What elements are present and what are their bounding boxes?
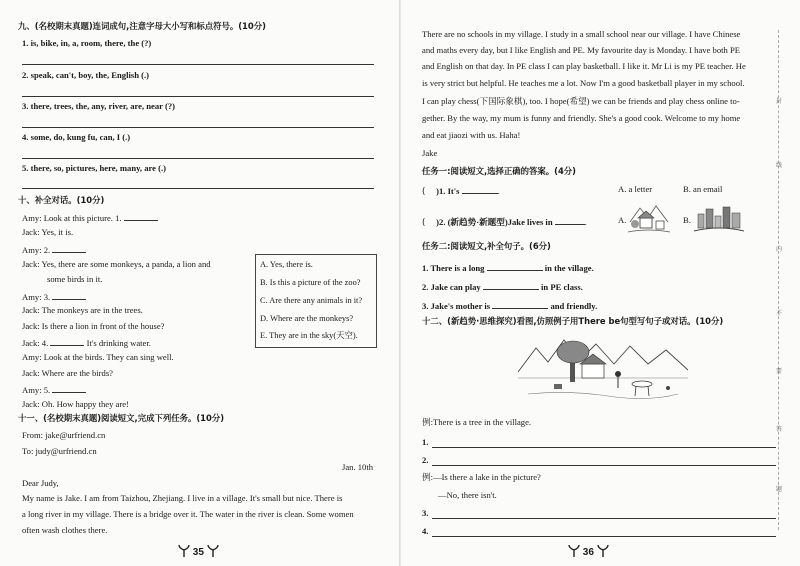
section-12-title: 十二、(新趋势·思维探究)看图,仿照例子用There be句型写句子或对话。(10分) bbox=[422, 316, 724, 326]
task1-q2-option-a: A. bbox=[618, 215, 627, 225]
s9-item-4: 4. some, do, kung fu, can, I (.) bbox=[22, 132, 131, 142]
letter-line: My name is Jake. I am from Taizhou, Zhejiang. I live in a village. It's small but nice. There is bbox=[22, 493, 343, 503]
dialog-line: Jack: Is there a lion in front of the house? bbox=[22, 321, 165, 331]
binding-margin-char: 封 bbox=[776, 98, 783, 105]
dialog-line: Amy: 3. bbox=[22, 291, 86, 303]
binding-margin-char: 线 bbox=[776, 162, 783, 169]
option-e: E. They are in the sky(天空). bbox=[260, 331, 358, 340]
answer-line[interactable] bbox=[432, 447, 776, 448]
blank[interactable] bbox=[124, 212, 158, 221]
letter-line: There are no schools in my village. I study in a small school near our village. I have Chinese bbox=[422, 29, 741, 39]
blank[interactable] bbox=[492, 300, 548, 309]
letter-line: I can play chess(下国际象棋), too. I hope(希望) we can be friends and play chess online to- bbox=[422, 96, 740, 106]
s9-item-2: 2. speak, can't, boy, the, English (.) bbox=[22, 70, 150, 80]
blank[interactable] bbox=[52, 291, 86, 300]
dialog-line: Amy: 5. bbox=[22, 384, 86, 396]
binding-margin-char: 不 bbox=[776, 310, 783, 317]
task1-q1-option-b: B. an email bbox=[683, 184, 723, 194]
dialog-line: Amy: Look at this picture. 1. bbox=[22, 212, 158, 224]
answer-line[interactable] bbox=[22, 188, 374, 189]
plant-ornament-icon bbox=[207, 545, 219, 557]
answer-line[interactable] bbox=[22, 158, 374, 159]
answer-line[interactable] bbox=[22, 127, 374, 128]
task1-q1-option-a: A. a letter bbox=[618, 184, 653, 194]
email-to: To: judy@urfriend.cn bbox=[22, 446, 97, 456]
line-number-4: 4. bbox=[422, 526, 429, 536]
line-number-1: 1. bbox=[422, 437, 429, 447]
letter-greeting: Dear Judy, bbox=[22, 478, 59, 488]
letter-line: and English on that day. In PE class I can play basketball. I like it. Mr Li is my PE teacher. He bbox=[422, 61, 746, 71]
task1-question-2: ( )2. (新趋势·新题型)Jake lives in . bbox=[422, 217, 587, 228]
plant-ornament-icon bbox=[568, 545, 580, 557]
blank[interactable] bbox=[483, 281, 539, 290]
plant-ornament-icon bbox=[178, 545, 190, 557]
page-number-right: 36 bbox=[568, 545, 609, 559]
dialog-line: Amy: 2. bbox=[22, 244, 86, 256]
task1-question-1: ( )1. It's . bbox=[422, 186, 500, 197]
s9-item-5: 5. there, so, pictures, here, many, are (.) bbox=[22, 163, 167, 173]
letter-line: is very strict but helpful. He teaches me a lot. Now I'm a good basketball player in my school. bbox=[422, 78, 745, 88]
email-from: From: jake@urfriend.cn bbox=[22, 430, 106, 440]
answer-line[interactable] bbox=[432, 536, 776, 537]
answer-line[interactable] bbox=[22, 64, 374, 65]
dialog-line: some birds in it. bbox=[47, 274, 103, 284]
answer-line[interactable] bbox=[22, 96, 374, 97]
letter-line: and maths every day, but I like English and PE. My favourite day is Monday. I have both PE bbox=[422, 45, 740, 55]
binding-margin-char: 题 bbox=[776, 486, 783, 493]
option-a: A. Yes, there is. bbox=[260, 260, 313, 269]
option-b: B. Is this a picture of the zoo? bbox=[260, 278, 361, 287]
s9-item-1: 1. is, bike, in, a, room, there, the (?) bbox=[22, 38, 152, 48]
letter-signature: Jake bbox=[422, 148, 438, 158]
blank[interactable] bbox=[462, 185, 498, 194]
s9-item-3: 3. there, trees, the, any, river, are, near (?) bbox=[22, 101, 175, 111]
blank[interactable] bbox=[52, 244, 86, 253]
blank[interactable] bbox=[50, 337, 84, 346]
task2-item-3: 3. Jake's mother is and friendly. bbox=[422, 301, 598, 311]
letter-line: gether. By the way, my mum is funny and friendly. She's a good cook. Welcome to my home bbox=[422, 113, 741, 123]
dialog-line: Jack: Oh. How happy they are! bbox=[22, 399, 129, 409]
option-c: C. Are there any animals in it? bbox=[260, 296, 363, 305]
letter-line: often wash clothes there. bbox=[22, 525, 108, 535]
dialog-line: Jack: The monkeys are in the trees. bbox=[22, 305, 143, 315]
letter-date: Jan. 10th bbox=[342, 462, 374, 472]
task-2-title: 任务二:阅读短文,补全句子。(6分) bbox=[422, 241, 551, 251]
line-number-2: 2. bbox=[422, 455, 429, 465]
village-house-illustration bbox=[628, 200, 670, 236]
blank[interactable] bbox=[555, 216, 585, 225]
task-1-title: 任务一:阅读短文,选择正确的答案。(4分) bbox=[422, 166, 577, 176]
task1-q2-option-b: B. bbox=[683, 215, 691, 225]
dialog-line: Jack: Where are the birds? bbox=[22, 368, 113, 378]
options-box bbox=[255, 254, 377, 348]
answer-line[interactable] bbox=[432, 518, 776, 519]
page-number-left: 35 bbox=[178, 545, 219, 559]
binding-line bbox=[778, 30, 779, 530]
blank[interactable] bbox=[52, 384, 86, 393]
blank[interactable] bbox=[487, 262, 543, 271]
answer-line[interactable] bbox=[432, 465, 776, 466]
binding-margin-char: 要 bbox=[776, 368, 783, 375]
letter-line: a long river in my village. There is a bridge over it. The water in the river is clean. Some women bbox=[22, 509, 354, 519]
binding-margin-char: 答 bbox=[776, 426, 783, 433]
dialog-line: Jack: Yes, it is. bbox=[22, 227, 74, 237]
right-page bbox=[400, 0, 800, 566]
binding-margin-char: 内 bbox=[776, 246, 783, 253]
option-d: D. Where are the monkeys? bbox=[260, 314, 354, 323]
plant-ornament-icon bbox=[597, 545, 609, 557]
dialog-line: Jack: Yes, there are some monkeys, a panda, a lion and bbox=[22, 259, 211, 269]
section-11-title: 十一、(名校期末真题)阅读短文,完成下列任务。(10分) bbox=[18, 413, 225, 423]
dialog-line: Amy: Look at the birds. They can sing well. bbox=[22, 352, 174, 362]
city-buildings-illustration bbox=[694, 204, 744, 234]
letter-line: and eat jiaozi with us. Haha! bbox=[422, 130, 521, 140]
example-1: 例:There is a tree in the village. bbox=[422, 417, 532, 427]
dialog-line: Jack: 4. It's drinking water. bbox=[22, 338, 151, 348]
example-2-answer: —No, there isn't. bbox=[438, 490, 497, 500]
example-2-question: 例:—Is there a lake in the picture? bbox=[422, 472, 541, 482]
task2-item-2: 2. Jake can play in PE class. bbox=[422, 282, 583, 292]
village-scene-illustration bbox=[518, 334, 688, 404]
section-9-title: 九、(名校期末真题)连词成句,注意字母大小写和标点符号。(10分) bbox=[18, 21, 266, 31]
section-10-title: 十、补全对话。(10分) bbox=[18, 195, 105, 205]
line-number-3: 3. bbox=[422, 508, 429, 518]
task2-item-1: 1. There is a long in the village. bbox=[422, 263, 594, 273]
